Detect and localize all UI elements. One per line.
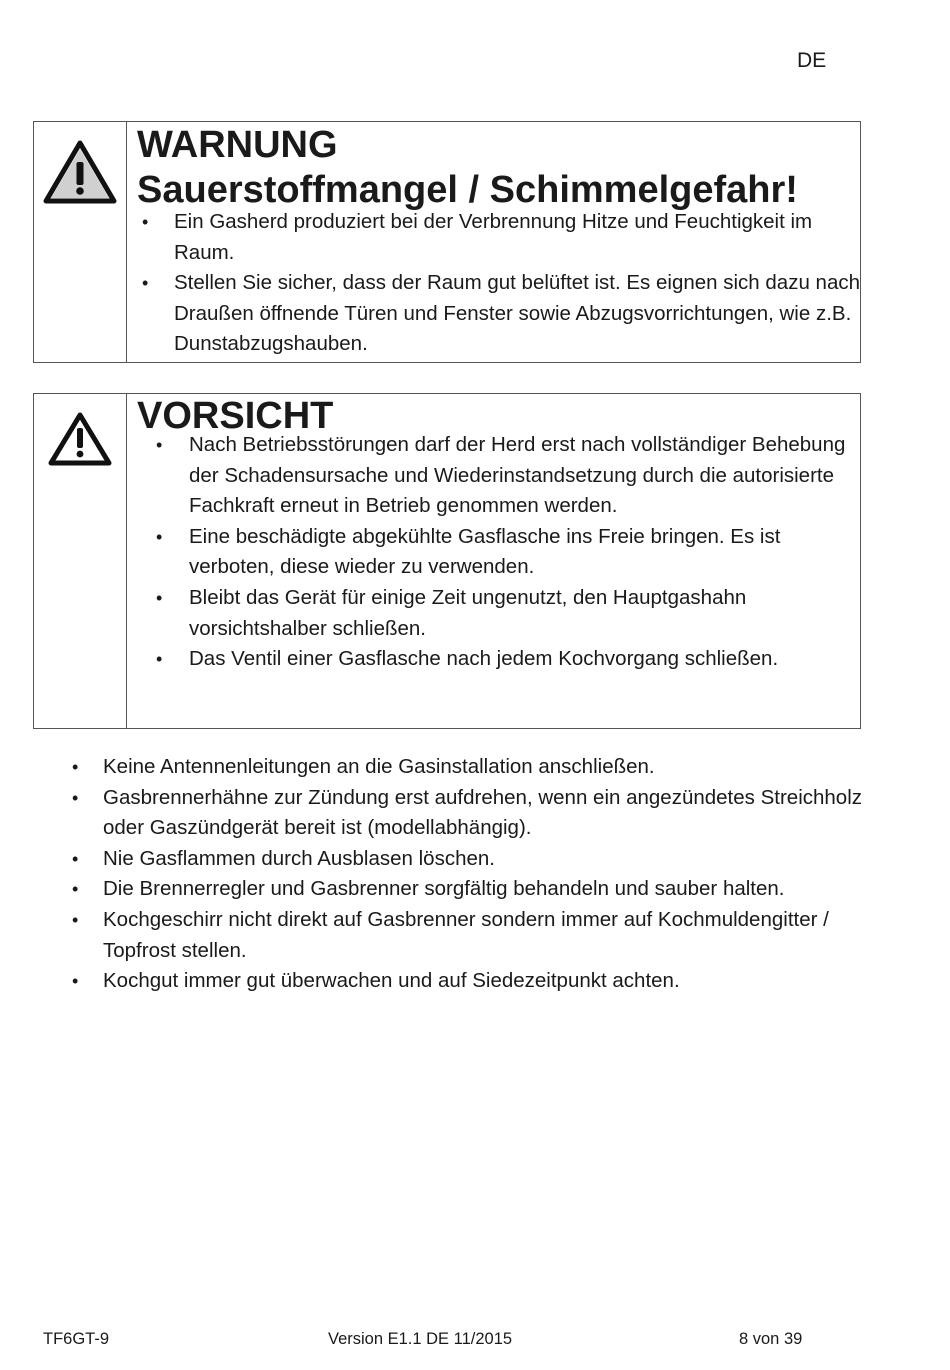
caution-text — [127, 394, 860, 728]
footer-model: TF6GT-9 — [43, 1330, 110, 1348]
warning-box — [33, 121, 861, 363]
caution-box — [33, 393, 861, 729]
warning-title: WARNUNG — [137, 124, 338, 166]
list-item: • Nach Betriebsstörungen darf der Herd erst nach vollständiger Behebung der Schadensursache und Wiederinstandsetzung durch die autorisierte Fachkraft erneut in Betrieb genommen werden. — [137, 430, 860, 522]
list-item: • Die Brennerregler und Gasbrenner sorgfältig behandeln und sauber halten. — [70, 874, 890, 905]
list-item: • Keine Antennenleitungen an die Gasinstallation anschließen. — [70, 752, 890, 783]
warning-subtitle: Sauerstoffmangel / Schimmelgefahr! — [137, 169, 798, 211]
list-item: • Nie Gasflammen durch Ausblasen löschen. — [70, 844, 890, 875]
list-item: • Eine beschädigte abgekühlte Gasflasche ins Freie bringen. Es ist verboten, diese wieder zu verwenden. — [137, 522, 860, 583]
caution-list — [137, 430, 860, 675]
warning-triangle-icon — [43, 139, 117, 205]
caution-icon-cell — [34, 394, 127, 728]
list-item: • Stellen Sie sicher, dass der Raum gut belüftet ist. Es eignen sich dazu nach Draußen öffnende Türen und Fenster sowie Abzugsvorrichtungen, wie z.B. Dunstabzugshauben. — [137, 268, 860, 360]
list-item: • Das Ventil einer Gasflasche nach jedem Kochvorgang schließen. — [137, 644, 860, 675]
list-item: • Bleibt das Gerät für einige Zeit ungenutzt, den Hauptgashahn vorsichtshalber schließen. — [137, 583, 860, 644]
footer-version: Version E1.1 DE 11/2015 — [328, 1330, 513, 1348]
list-item: • Gasbrennerhähne zur Zündung erst aufdrehen, wenn ein angezündetes Streichholz oder Gaszündgerät bereit ist (modellabhängig). — [70, 783, 890, 844]
list-item: • Kochgut immer gut überwachen und auf Siedezeitpunkt achten. — [70, 966, 890, 997]
general-safety-list — [70, 752, 890, 997]
list-item: • Kochgeschirr nicht direkt auf Gasbrenner sondern immer auf Kochmuldengitter / Topfrost stellen. — [70, 905, 890, 966]
footer-page-number: 8 von 39 — [739, 1330, 803, 1348]
warning-text — [127, 122, 860, 362]
list-item: • Ein Gasherd produziert bei der Verbrennung Hitze und Feuchtigkeit im Raum. — [137, 207, 860, 268]
warning-triangle-icon — [47, 411, 113, 467]
language-label: DE — [797, 49, 827, 72]
warning-list — [137, 207, 860, 360]
caution-title: VORSICHT — [137, 395, 334, 437]
warning-icon-cell — [34, 122, 127, 362]
